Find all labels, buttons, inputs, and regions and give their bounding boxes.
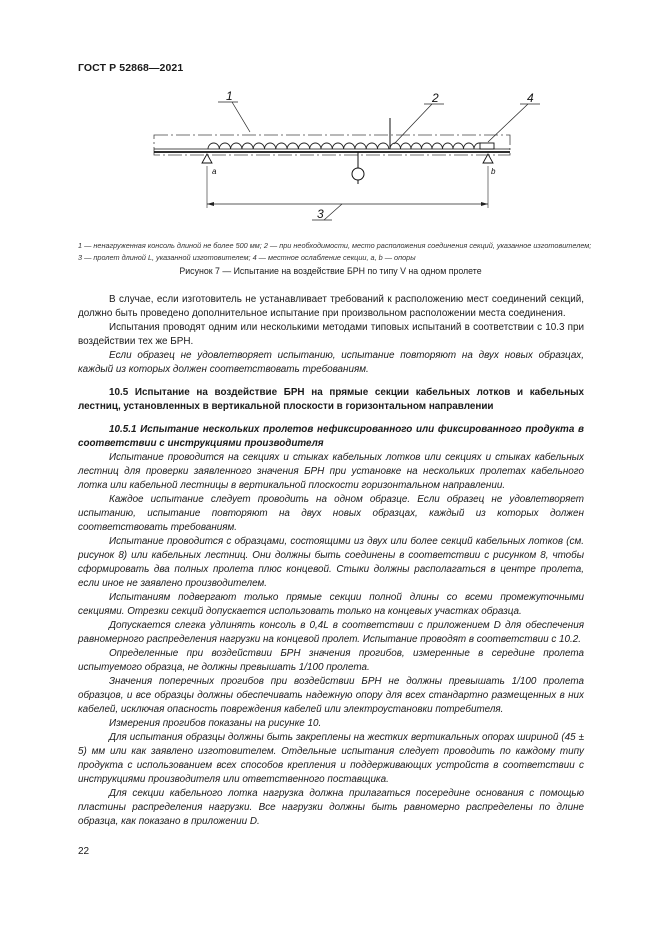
- paragraph: Испытание проводится с образцами, состоящими из двух или более секций кабельных лотков (см. рисунок 8) или кабельных лестниц. Они должны быть соединены в соответствии с рисунком 8, чтобы сформировать два полных пролета плюс концевой. Стыки должны располагаться в центре пролета, если иное не заявлено производителем.: [78, 536, 584, 589]
- load-arc: [253, 143, 264, 149]
- load-arc: [332, 143, 343, 149]
- paragraph: В случае, если изготовитель не устанавливает требований к расположению мест соединений секций, должно быть проведено дополнительное испытание при произвольном расположении места соединения.: [78, 294, 584, 319]
- figure-legend: 1 — ненагруженная консоль длиной не более 500 мм; 2 — при необходимости, место расположения соединения секций, указанное изготовителем; 3 — пролет длиной L, указанной изготовителем; 4 — местное ослабление секции, a, b — опоры: [78, 241, 592, 262]
- leader-1: [232, 102, 250, 132]
- paragraph: Каждое испытание следует проводить на одном образце. Если образец не удовлетворяет испытанию, испытание повторяют на двух новых образцах, каждый из которых должен соответствовать требованиям.: [78, 494, 584, 533]
- load-arc: [344, 143, 355, 149]
- figure-7-diagram: [150, 88, 534, 238]
- load-arc: [321, 143, 332, 149]
- load-arc: [298, 143, 309, 149]
- load-arc: [366, 143, 377, 149]
- leader-4: [488, 104, 528, 142]
- figure-caption: Рисунок 7 — Испытание на воздействие БРН по типу V на одном пролете: [179, 266, 482, 276]
- dim-arrow-right: [481, 202, 488, 206]
- load-arcs: [208, 143, 485, 149]
- label-2: 2: [432, 91, 439, 105]
- load-weight: [352, 168, 364, 180]
- load-arc: [378, 143, 389, 149]
- paragraph: Допускается слегка удлинять консоль в 0,4L в соответствии с приложением D для обеспечения равномерного распределения нагрузки на концевой пролет. Испытание проводят в соответствии с 10.2.: [78, 620, 584, 645]
- subsection-heading: 10.5.1 Испытание нескольких пролетов нефиксированного или фиксированного продукта в соответствии с инструкциями производителя: [78, 424, 584, 449]
- load-arc: [390, 143, 401, 149]
- leader-2: [394, 104, 432, 144]
- load-arc: [443, 143, 454, 149]
- load-arc: [411, 143, 422, 149]
- load-arc: [422, 143, 433, 149]
- load-arc: [276, 143, 287, 149]
- load-arc: [453, 143, 464, 149]
- page-number: 22: [78, 846, 90, 857]
- section-heading: 10.5 Испытание на воздействие БРН на прямые секции кабельных лотков и кабельных лестниц, установленных в вертикальной плоскости в горизонтальном направлении: [78, 387, 584, 412]
- leader-3: [324, 204, 342, 220]
- load-arc: [287, 143, 298, 149]
- load-arc: [219, 143, 230, 149]
- label-3: 3: [317, 207, 324, 221]
- paragraph: Испытание проводится на секциях и стыках кабельных лотков или секциях и стыках кабельных лестниц для проверки заявленного значения БРН при установке на нескольких пролетах кабельного лотка или кабельной лестницы в вертикальной плоскости горизонтальном направлении.: [78, 452, 584, 491]
- load-arc: [310, 143, 321, 149]
- body-text: [78, 293, 584, 829]
- local-weakening-block: [480, 143, 494, 149]
- label-1: 1: [226, 89, 233, 103]
- label-b: b: [491, 167, 496, 176]
- load-arc: [208, 143, 219, 149]
- load-arc: [242, 143, 253, 149]
- paragraph: Измерения прогибов показаны на рисунке 10.: [109, 718, 322, 729]
- paragraph: Значения поперечных прогибов при воздействии БРН не должны превышать 1/100 пролета образцов, и все образцы должны обеспечивать надежную опору для всех стандартно размещенных в них кабелей, исключая опасность повреждения кабелей или электроустановки потребителя.: [78, 676, 584, 715]
- dim-arrow-left: [207, 202, 214, 206]
- paragraph: Для испытания образцы должны быть закреплены на жестких вертикальных опорах шириной (45 ± 5) мм или как заявлено изготовителем. Отдельные испытания следует проводить по каждому типу продукта с использованием всех способов крепления и поддерживающих устройств в соответствии с инструкциями производителя или ответственного поставщика.: [78, 732, 584, 785]
- paragraph: Если образец не удовлетворяет испытанию, испытание повторяют на двух новых образцах, каждый из которых должен соответствовать требованиям.: [78, 350, 584, 375]
- test-scheme-drawing: [150, 88, 534, 238]
- paragraph: Испытания проводят одним или несколькими методами типовых испытаний в соответствии с 10.3 при воздействии тех же БРН.: [78, 322, 584, 347]
- paragraph: Определенные при воздействии БРН значения прогибов, измеренные в середине пролета испытуемого образца, не должны превышать 1/100 пролета.: [78, 648, 584, 673]
- load-arc: [231, 143, 242, 149]
- load-arc: [432, 143, 443, 149]
- load-arc: [464, 143, 475, 149]
- paragraph: Испытаниям подвергают только прямые секции полной длины со всеми промежуточными секциями. Отрезки секций допускается использовать только на концевых участках образца.: [78, 592, 584, 617]
- load-arc: [265, 143, 276, 149]
- standard-header: ГОСТ Р 52868—2021: [78, 62, 184, 74]
- label-4: 4: [527, 91, 534, 105]
- label-a: a: [212, 167, 217, 176]
- load-arc: [355, 143, 366, 149]
- load-arc: [401, 143, 412, 149]
- paragraph: Для секции кабельного лотка нагрузка должна прилагаться посередине основания с помощью пластины распределения нагрузки. Все нагрузки должны быть равномерно распределены по длине образца, как показано в приложении D.: [78, 788, 584, 827]
